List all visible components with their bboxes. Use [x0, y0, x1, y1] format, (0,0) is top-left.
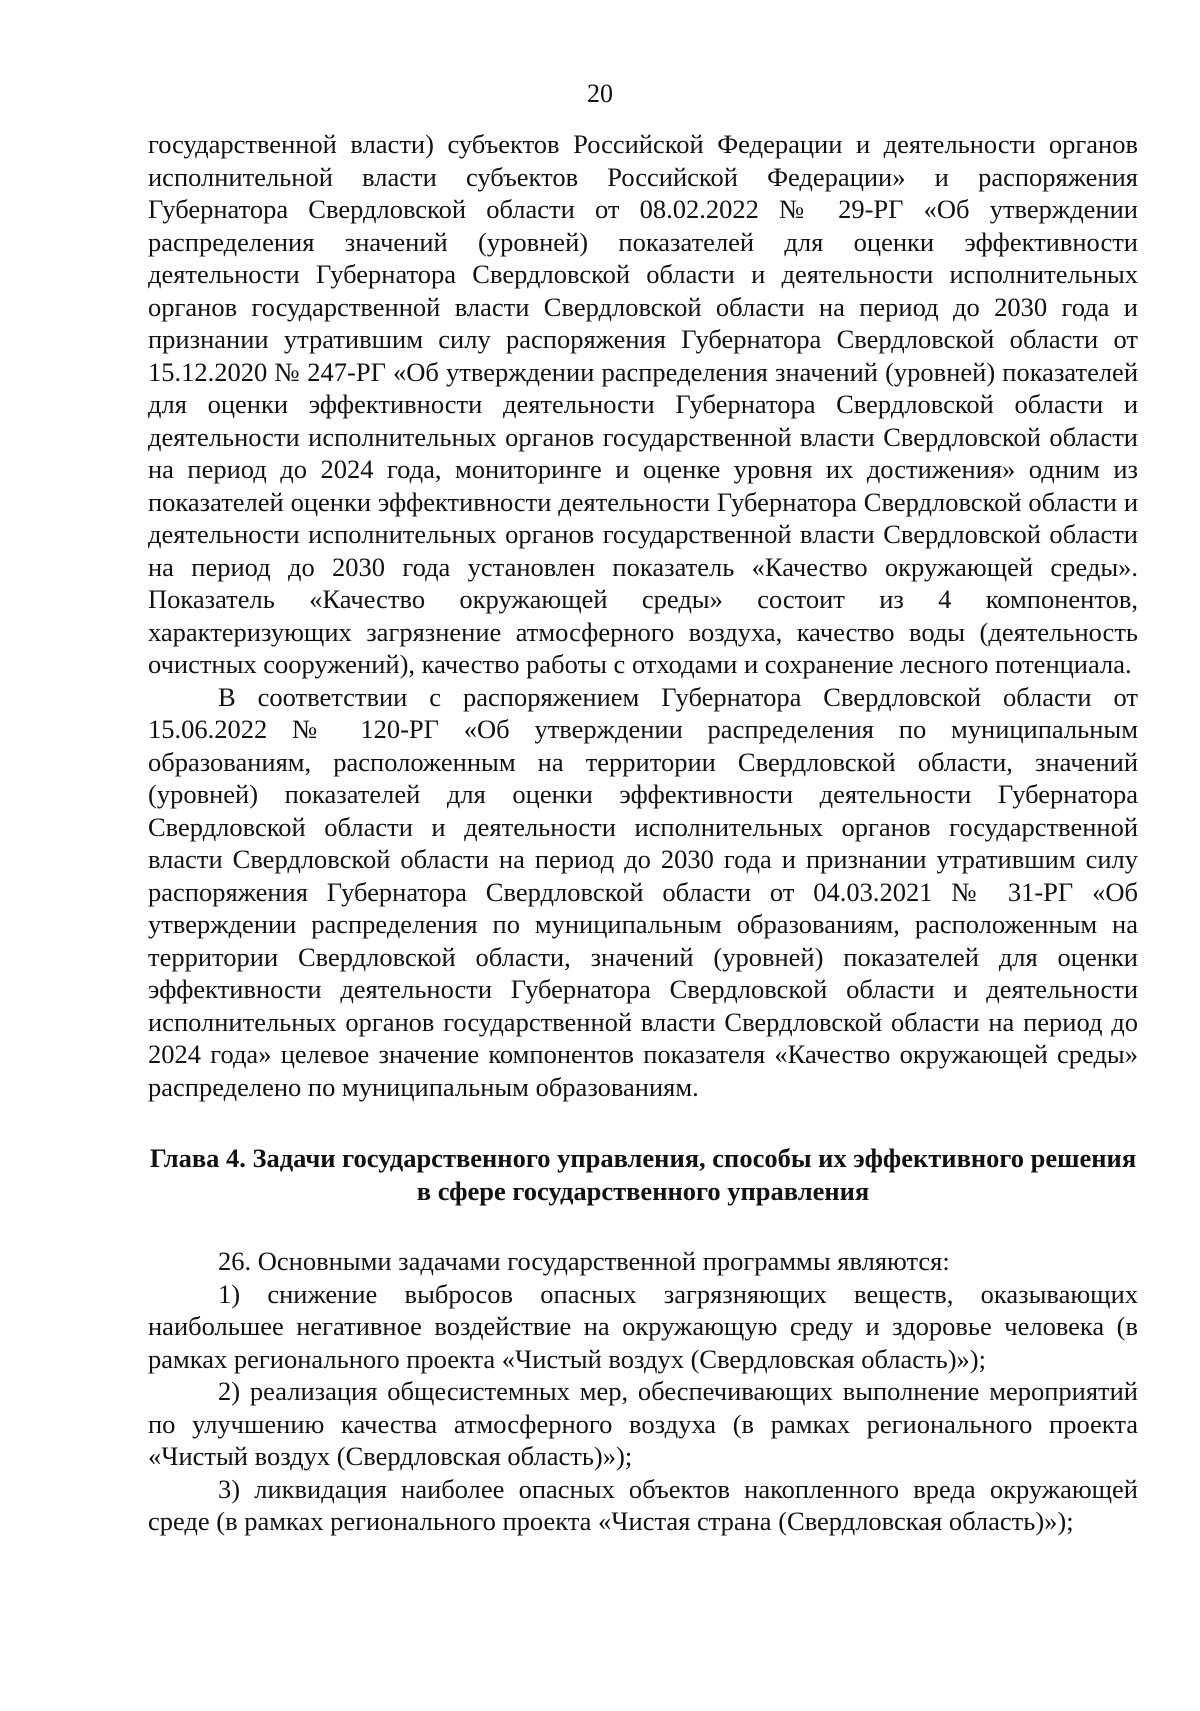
paragraph-continuation: государственной власти) субъектов Российской Федерации и деятельности органов исполнительной власти субъектов Российской Федерации» и распоряжения Губернатора Свердловской области от 08.02.2022 № 29-РГ «Об утверждении распределения значений (уровней) показателей для оценки эффективности деятельности Губернатора Свердловской области и деятельности исполнительных органов государственной власти Свердловской области на период до 2030 года и признании утратившим силу распоряжения Губернатора Свердловской области от 15.12.2020 № 247-РГ «Об утверждении распределения значений (уровней) показателей для оценки эффективности деятельности Губернатора Свердловской области и деятельности исполнительных органов государственной власти Свердловской области на период до 2024 года, мониторинге и оценке уровня их достижения» одним из показателей оценки эффективности деятельности Губернатора Свердловской области и деятельности исполнительных органов государственной власти Свердловской области на период до 2030 года установлен показатель «Качество окружающей среды». Показатель «Качество окружающей среды» состоит из 4 компонентов, характеризующих загрязнение атмосферного воздуха, качество воды (деятельность очистных сооружений), качество работы с отходами и сохранение лесного потенциала. [148, 129, 1138, 679]
paragraph-distribution: В соответствии с распоряжением Губернатора Свердловской области от 15.06.2022 № 120-РГ «Об утверждении распределения по муниципальным образованиям, расположенным на территории Свердловской области, значений (уровней) показателей для оценки эффективности деятельности Губернатора Свердловской области и деятельности исполнительных органов государственной власти Свердловской области на период до 2030 года и признании утратившим силу распоряжения Губернатора Свердловской области от 04.03.2021 № 31-РГ «Об утверждении распределения по муниципальным образованиям, расположенным на территории Свердловской области, значений (уровней) показателей для оценки эффективности деятельности Губернатора Свердловской области и деятельности исполнительных органов государственной власти Свердловской области на период до 2024 года» целевое значение компонентов показателя «Качество окружающей среды» распределено по муниципальным образованиям. [148, 681, 1138, 1102]
item-26-intro: 26. Основными задачами государственной программы являются: [218, 1246, 950, 1276]
list-item-2: 2) реализация общесистемных мер, обеспечивающих выполнение мероприятий по улучшению качества атмосферного воздуха (в рамках регионального проекта «Чистый воздух (Свердловская область)»); [148, 1376, 1138, 1471]
document-body [148, 128, 1138, 1538]
list-item-3: 3) ликвидация наиболее опасных объектов накопленного вреда окружающей среде (в рамках регионального проекта «Чистая страна (Свердловская область)»); [148, 1473, 1138, 1536]
page-number: 20 [587, 79, 613, 108]
chapter-heading: Глава 4. Задачи государственного управления, способы их эффективного решения в сфере государственного управления [149, 1143, 1137, 1206]
list-item-1: 1) снижение выбросов опасных загрязняющих веществ, оказывающих наибольшее негативное воздействие на окружающую среду и здоровье человека (в рамках регионального проекта «Чистый воздух (Свердловская область)»); [148, 1278, 1138, 1374]
